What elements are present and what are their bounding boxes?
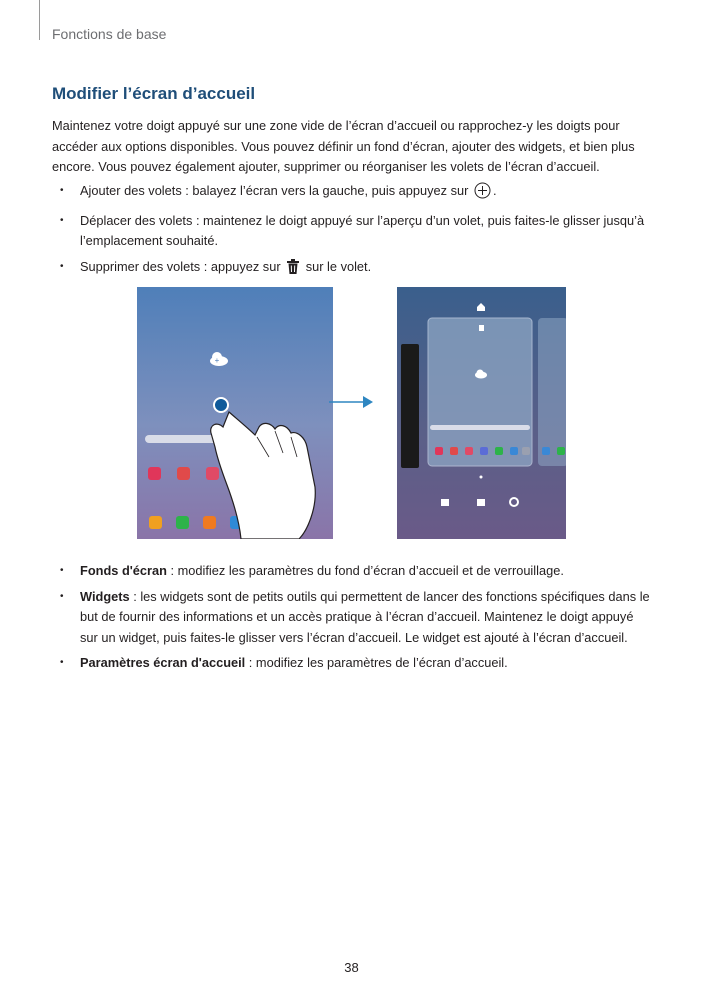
running-header: Fonctions de base	[52, 26, 167, 42]
header-rule	[39, 0, 40, 40]
panel-left	[401, 344, 419, 468]
arrow-icon	[327, 394, 375, 415]
bullet-widgets: • Widgets : les widgets sont de petits outils qui permettent de lancer des fonctions spécifiques dans le but de fournir des informations et un accès pratique à l’écran d’accueil. Maintenez le doigt appuyé sur un widget, puis faites-le glisser vers l’écran d’accueil. Le widget est ajouté à l’écran d’accueil.	[52, 587, 652, 649]
bullet-wallpapers: • Fonds d'écran : modifiez les paramètres du fond d’écran d’accueil et de verrouillage.	[52, 561, 652, 582]
bullet-list-options	[52, 561, 652, 679]
bullet-list-panels	[52, 181, 652, 286]
page-number: 38	[344, 960, 359, 975]
svg-text:+: +	[214, 356, 220, 365]
panel-preview	[428, 318, 532, 466]
panel-right	[538, 318, 566, 466]
touch-point	[214, 398, 228, 412]
add-circle-icon	[474, 182, 491, 206]
trash-icon	[286, 259, 300, 282]
panel-app-icons	[435, 447, 565, 455]
edit-mode-screenshot	[397, 287, 566, 544]
bullet-move-panel: • Déplacer des volets : maintenez le doigt appuyé sur l’aperçu d’un volet, puis faites-le glisser jusqu’à l’emplacement souhaité.	[52, 211, 652, 252]
bullet-delete-panel: • Supprimer des volets : appuyez sur sur le volet.	[52, 257, 652, 282]
bullet-add-panel: • Ajouter des volets : balayez l’écran vers la gauche, puis appuyez sur .	[52, 181, 652, 206]
intro-paragraph: Maintenez votre doigt appuyé sur une zone vide de l’écran d’accueil ou rapprochez-y les doigts pour accéder aux options disponibles. Vous pouvez définir un fond d’écran, ajouter des widgets, et bien plus encore. Vous pouvez également ajouter, supprimer ou réorganiser les volets de l’écran d’accueil.	[52, 118, 635, 175]
home-screen-screenshot	[137, 287, 333, 544]
section-title: Modifier l’écran d’accueil	[52, 84, 256, 103]
trash-icon-small	[479, 325, 484, 331]
bullet-home-settings: • Paramètres écran d'accueil : modifiez les paramètres de l’écran d’accueil.	[52, 653, 652, 674]
